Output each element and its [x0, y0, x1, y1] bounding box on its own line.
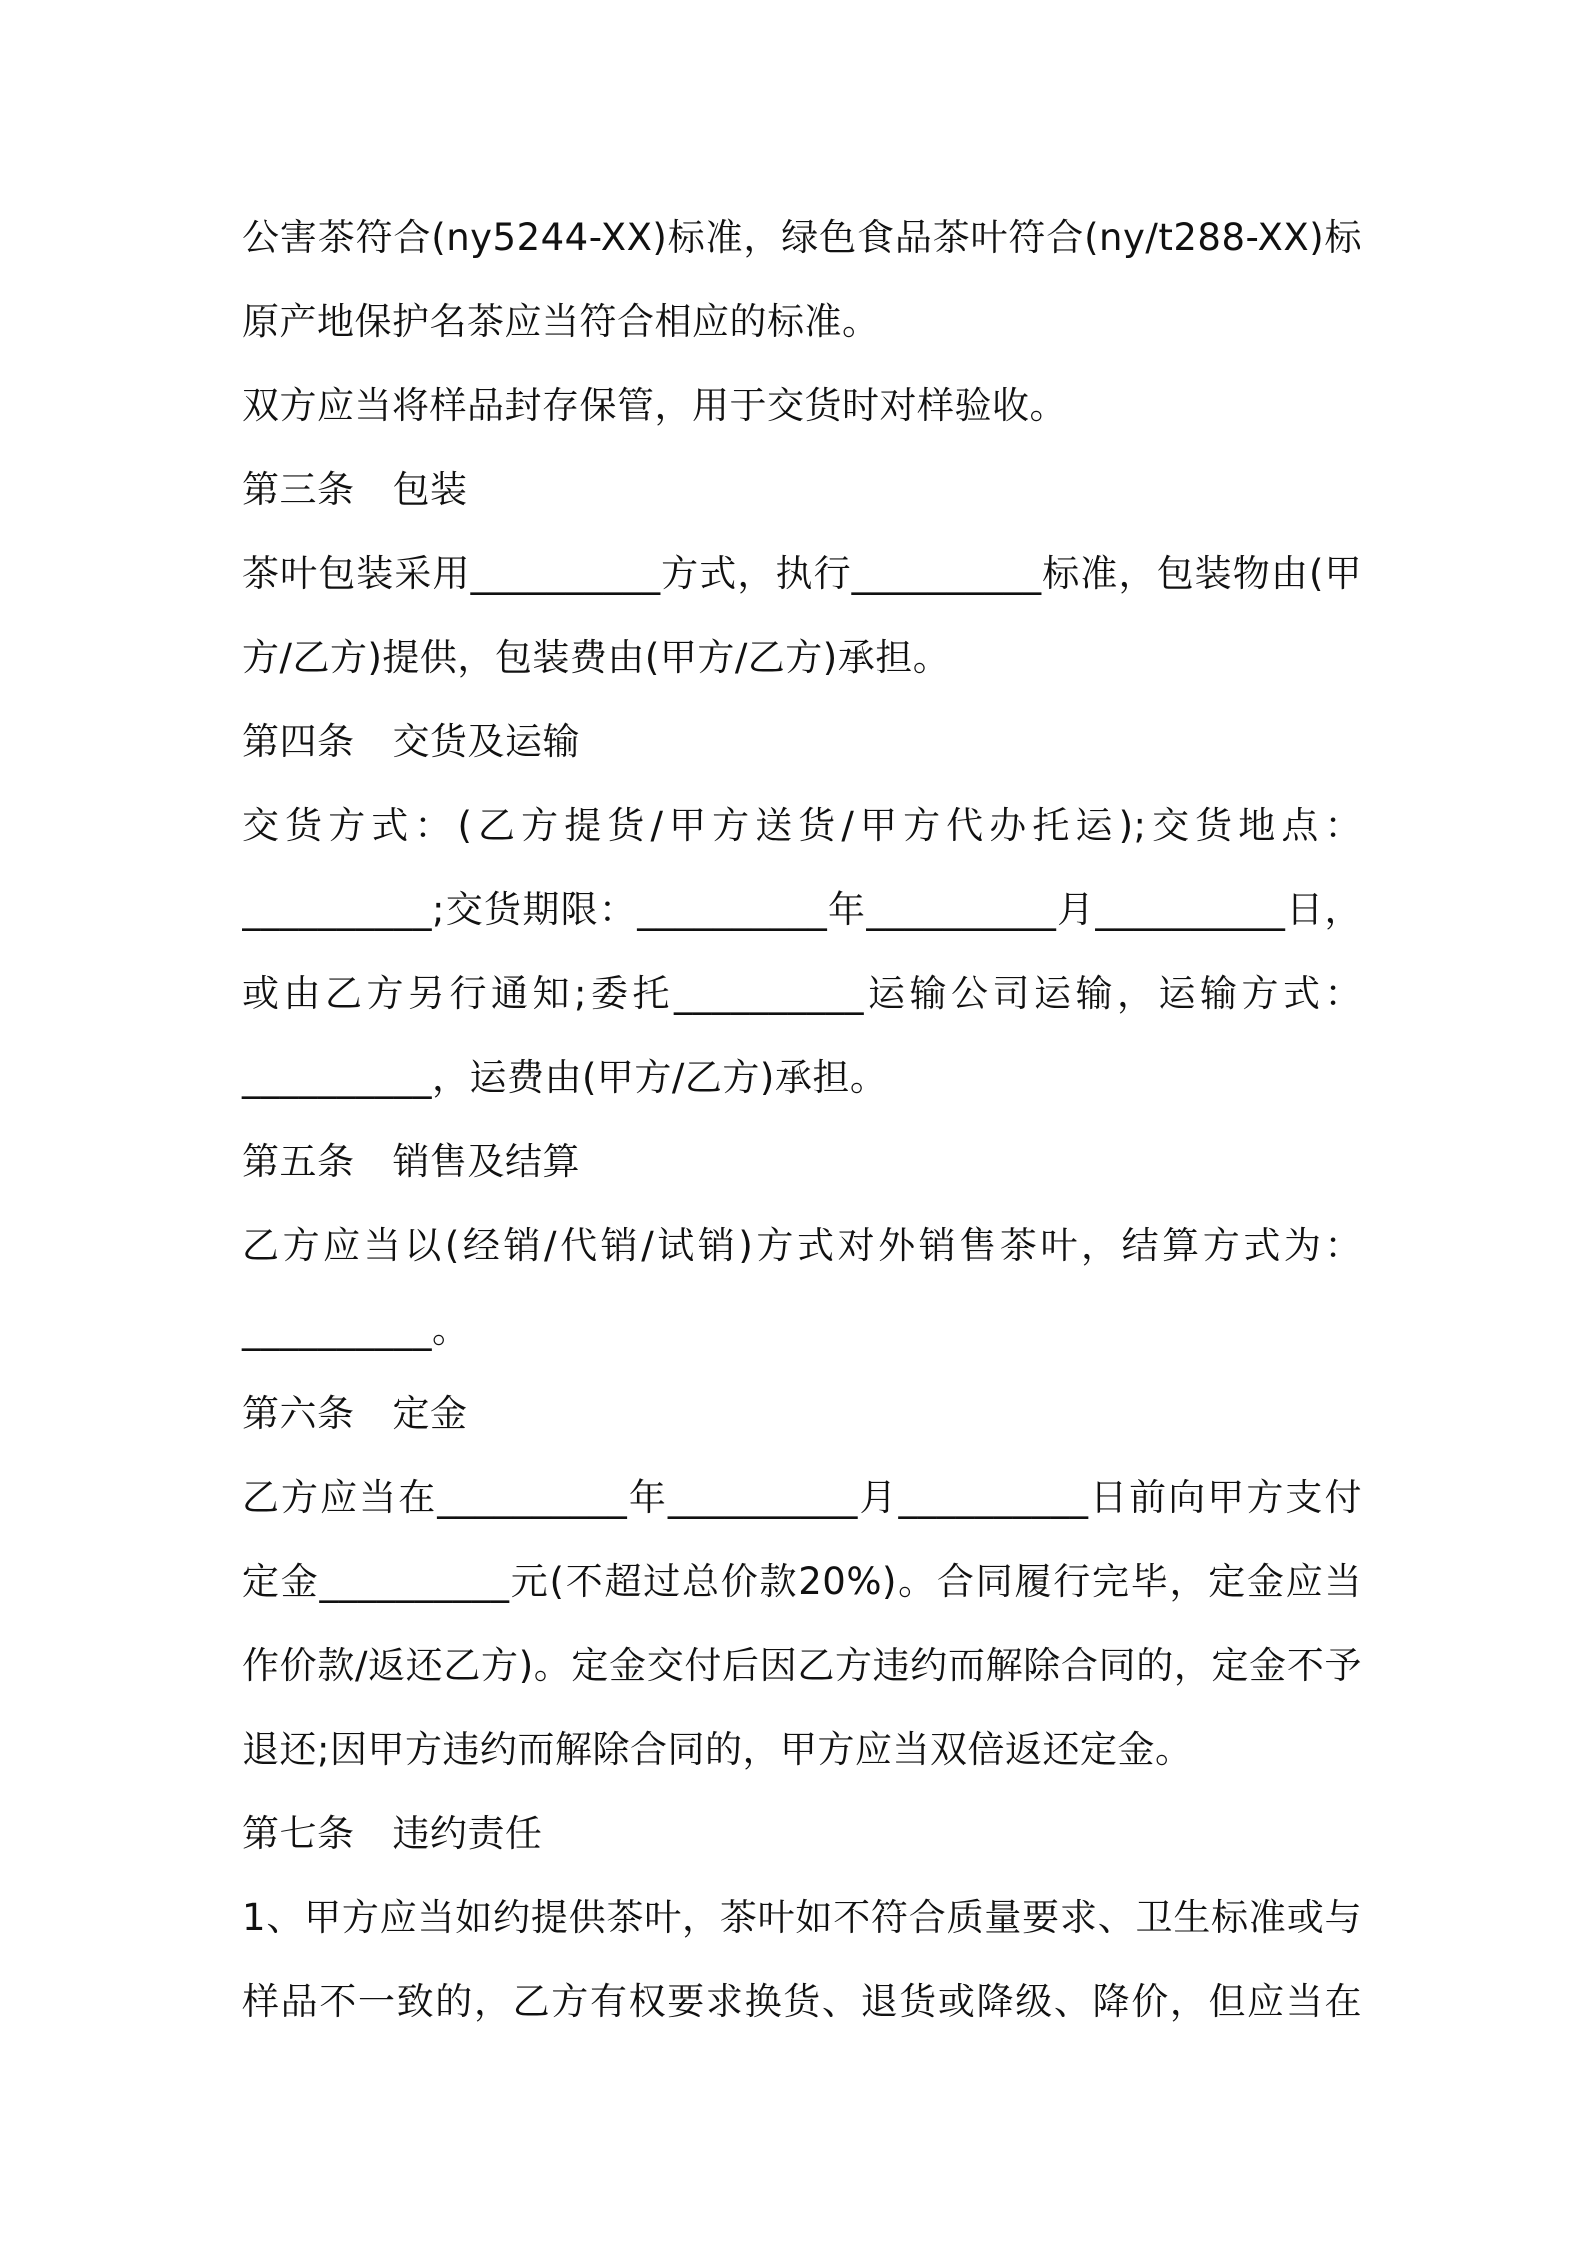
body-line: 或由乙方另行通知;委托__________运输公司运输，运输方式： [242, 972, 1362, 1015]
body-line: 乙方应当以(经销/代销/试销)方式对外销售茶叶，结算方式为： [242, 1224, 1362, 1267]
article-number: 第六条 [242, 1392, 355, 1435]
article-title: 定金 [392, 1392, 468, 1435]
article-heading [242, 1120, 1362, 1204]
article-number: 第四条 [242, 720, 355, 763]
body-line: 样品不一致的，乙方有权要求换货、退货或降级、降价，但应当在 [242, 1980, 1362, 2023]
body-line: 方/乙方)提供，包装费由(甲方/乙方)承担。 [242, 636, 951, 679]
article-title: 交货及运输 [392, 720, 580, 763]
article-heading [242, 1792, 1362, 1876]
body-line: 双方应当将样品封存保管，用于交货时对样验收。 [242, 384, 1067, 427]
body-line: 定金__________元(不超过总价款20%)。合同履行完毕，定金应当 [242, 1560, 1362, 1603]
article-title: 销售及结算 [392, 1140, 580, 1183]
body-line: 退还;因甲方违约而解除合同的，甲方应当双倍返还定金。 [242, 1728, 1193, 1771]
body-line: 作价款/返还乙方)。定金交付后因乙方违约而解除合同的，定金不予 [242, 1644, 1362, 1687]
article-number: 第七条 [242, 1812, 355, 1855]
article-heading [242, 700, 1362, 784]
body-line: __________。 [242, 1308, 470, 1351]
article-number: 第三条 [242, 468, 355, 511]
document-body [242, 196, 1362, 2044]
body-line: __________;交货期限：__________年__________月__________日， [242, 888, 1362, 931]
body-line: 乙方应当在__________年__________月__________日前向甲方支付 [242, 1476, 1362, 1519]
body-line: 公害茶符合(ny5244-XX)标准，绿色食品茶叶符合(ny/t288-XX)标 [242, 216, 1362, 259]
body-line: 原产地保护名茶应当符合相应的标准。 [242, 300, 880, 343]
body-line: 1、甲方应当如约提供茶叶，茶叶如不符合质量要求、卫生标准或与 [242, 1896, 1362, 1939]
article-heading [242, 448, 1362, 532]
article-heading [242, 1372, 1362, 1456]
article-title: 包装 [392, 468, 468, 511]
article-number: 第五条 [242, 1140, 355, 1183]
body-line: __________，运费由(甲方/乙方)承担。 [242, 1056, 888, 1099]
article-title: 违约责任 [392, 1812, 543, 1855]
body-line: 茶叶包装采用__________方式，执行__________标准，包装物由(甲 [242, 552, 1362, 595]
body-line: 交货方式：(乙方提货/甲方送货/甲方代办托运);交货地点： [242, 804, 1362, 847]
